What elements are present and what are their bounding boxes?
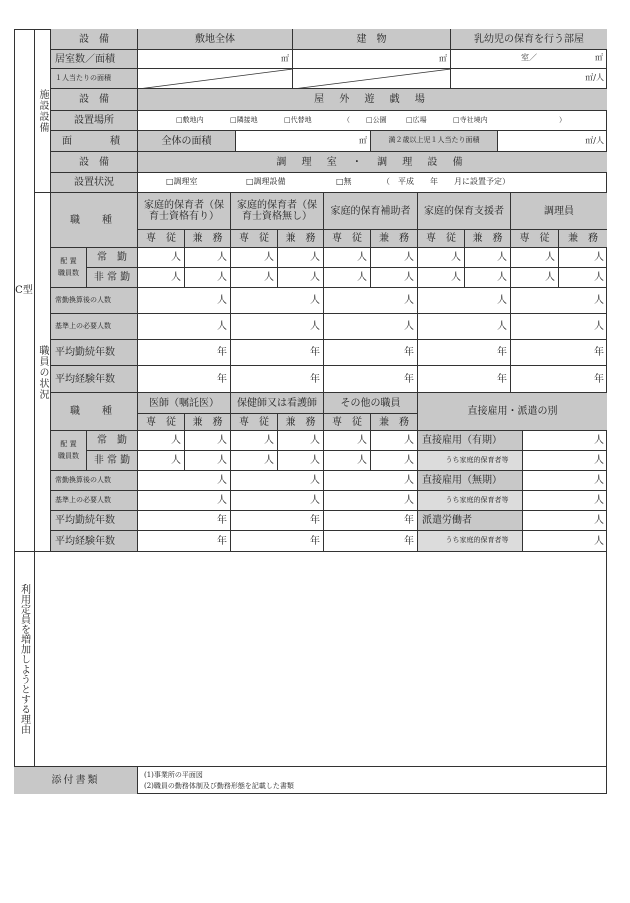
site-per-capita-na (138, 69, 293, 89)
person-count-input[interactable] (278, 431, 324, 451)
total-area-label: 全体の面積 (138, 131, 236, 152)
unit-label: 人 (217, 475, 227, 486)
unit-label: 人 (217, 295, 227, 306)
unit-label: 人 (404, 272, 414, 283)
col-childcare-unqualified: 家庭的保育者（保育士資格無し） (231, 193, 324, 230)
unit-label: 人 (404, 295, 414, 306)
person-count-input[interactable] (185, 451, 231, 471)
unit-label: 人 (451, 272, 461, 283)
col-childcare-assistant: 家庭的保育補助者 (324, 193, 418, 230)
col-childcare-support: 家庭的保育支援者 (418, 193, 511, 230)
unit-label: 人 (357, 252, 367, 263)
person-count-input[interactable] (185, 431, 231, 451)
unit-m2: ㎡ (439, 53, 447, 63)
person-count-input[interactable] (465, 248, 511, 268)
person-count-input[interactable] (185, 248, 231, 268)
per-capita-label: １人当たりの面積 (51, 69, 138, 89)
sub-kenmu: 兼 務 (185, 414, 231, 431)
person-count-input[interactable] (278, 268, 324, 288)
unit-label: 人 (497, 321, 507, 332)
unit-label: 年 (217, 373, 227, 385)
unit-label: 人 (310, 435, 320, 446)
summary-input[interactable] (138, 491, 231, 511)
summary-input[interactable] (231, 366, 324, 393)
person-count-input[interactable] (324, 268, 371, 288)
unit-m2: ㎡ (281, 53, 289, 63)
summary-input[interactable] (324, 314, 418, 340)
unit-label: 年 (497, 373, 507, 385)
unit-label: 年 (217, 515, 227, 526)
summary-input[interactable] (511, 314, 607, 340)
sub-senju: 専 従 (138, 414, 185, 431)
kitchen-setsubi-label: 設 備 (51, 152, 138, 173)
summary-row-label: 平均勤続年数 (51, 511, 138, 531)
sub-senju: 専 従 (324, 414, 371, 431)
unit-label: 人 (545, 252, 555, 263)
total-area-input[interactable] (236, 131, 371, 152)
summary-input[interactable] (138, 511, 231, 531)
unit-label: 人 (217, 272, 227, 283)
unit-label: 人 (545, 272, 555, 283)
unit-label: 人 (310, 455, 320, 466)
room-per-capita-input[interactable] (451, 69, 607, 89)
reason-label (14, 552, 35, 767)
planned-date[interactable]: （ 平成 年 月に設置予定） (382, 177, 510, 186)
summary-input[interactable] (511, 288, 607, 314)
sub-kenmu: 兼 務 (465, 230, 511, 248)
form-type-label: C型 (14, 29, 35, 552)
employment-count-input[interactable] (523, 491, 607, 511)
summary-input[interactable] (231, 314, 324, 340)
summary-input[interactable] (418, 340, 511, 366)
summary-row-label: 平均経験年数 (51, 366, 138, 393)
unit-label: 人 (497, 252, 507, 263)
attachments-label: 添付書類 (14, 767, 138, 794)
person-count-input[interactable] (418, 268, 465, 288)
employment-count-input[interactable] (523, 531, 607, 552)
unit-label: 人 (404, 435, 414, 446)
summary-input[interactable] (511, 366, 607, 393)
unit-label: 年 (217, 347, 227, 358)
summary-input[interactable] (511, 340, 607, 366)
person-count-input[interactable] (324, 248, 371, 268)
employment-count-input[interactable] (523, 451, 607, 471)
unit-label: 人 (594, 295, 604, 306)
unit-room: 室／ (521, 53, 537, 62)
person-count-input[interactable] (559, 248, 607, 268)
paren-close: ） (559, 116, 566, 124)
person-count-input[interactable] (465, 268, 511, 288)
person-count-input[interactable] (324, 451, 371, 471)
unit-label: 人 (264, 455, 274, 466)
summary-input[interactable] (231, 511, 324, 531)
location-label: 設置場所 (51, 111, 138, 131)
option-shrine[interactable]: □寺社境内 (453, 116, 488, 124)
option-kitchen-room[interactable]: □調理室 (166, 177, 198, 186)
paren-open: （ (343, 116, 350, 124)
unit-label: 年 (497, 347, 507, 358)
person-count-input[interactable] (371, 451, 418, 471)
fulltime-label-1: 常 勤 (87, 248, 138, 268)
col-childcare-qualified: 家庭的保育者（保育士資格有り） (138, 193, 231, 230)
unit-label: 年 (404, 515, 414, 526)
unit-label: 人 (451, 252, 461, 263)
unit-label: 人 (217, 252, 227, 263)
job-type-header-1: 職 種 (51, 193, 138, 248)
unit-label: 年 (404, 535, 414, 547)
summary-row-label: 基準上の必要人数 (51, 491, 138, 511)
sub-kenmu: 兼 務 (371, 414, 418, 431)
unit-label: 年 (594, 373, 604, 385)
staff-count-text: 配 置 職員数 (58, 440, 79, 460)
unit-label: 人 (594, 272, 604, 283)
per-child-area-input[interactable] (498, 131, 607, 152)
unit-label: 年 (310, 373, 320, 385)
col-doctor: 医師（嘱託医） (138, 393, 231, 414)
unit-label: 人 (594, 475, 604, 486)
summary-input[interactable] (324, 491, 418, 511)
col-cook: 調理員 (511, 193, 607, 230)
summary-input[interactable] (138, 314, 231, 340)
person-count-input[interactable] (138, 268, 185, 288)
summary-input[interactable] (138, 340, 231, 366)
unit-label: 人 (357, 435, 367, 446)
person-count-input[interactable] (559, 268, 607, 288)
summary-input[interactable] (231, 340, 324, 366)
sub-senju: 専 従 (511, 230, 559, 248)
unit-label: 人 (264, 272, 274, 283)
building-per-capita-na (293, 69, 451, 89)
option-alternative[interactable]: □代替地 (284, 116, 312, 124)
unit-label: 人 (404, 495, 414, 506)
unit-label: 人 (594, 535, 604, 547)
employment-count-input[interactable] (523, 431, 607, 451)
unit-label: 年 (404, 373, 414, 385)
unit-m2: ㎡ (359, 135, 367, 145)
summary-input[interactable] (138, 531, 231, 552)
unit-m2-per-person: ㎡/人 (585, 135, 604, 145)
unit-label: 人 (171, 435, 181, 446)
unit-label: 人 (310, 272, 320, 283)
unit-label: 人 (594, 495, 604, 506)
employment-count-input[interactable] (523, 471, 607, 491)
col-nurse: 保健師又は看護師 (231, 393, 324, 414)
parttime-label-2: 非 常 勤 (87, 451, 138, 471)
summary-input[interactable] (324, 340, 418, 366)
summary-input[interactable] (138, 288, 231, 314)
unit-label: 人 (497, 295, 507, 306)
unit-label: 人 (497, 272, 507, 283)
person-count-input[interactable] (231, 248, 278, 268)
person-count-input[interactable] (371, 431, 418, 451)
person-count-input[interactable] (511, 268, 559, 288)
unit-label: 人 (217, 435, 227, 446)
person-count-input[interactable] (511, 248, 559, 268)
kitchen-status-label: 設置状況 (51, 173, 138, 193)
attachment-item: (2)職員の勤務体制及び勤務形態を記載した書類 (144, 781, 294, 790)
unit-label: 人 (404, 252, 414, 263)
summary-input[interactable] (324, 366, 418, 393)
rooms-area-label: 居室数／面積 (51, 50, 138, 69)
sub-senju: 専 従 (231, 230, 278, 248)
site-area-input[interactable] (138, 50, 293, 69)
unit-label: 人 (217, 495, 227, 506)
col-other-staff: その他の職員 (324, 393, 418, 414)
staff-section-label (35, 193, 51, 552)
area-label: 面 積 (51, 131, 138, 152)
unit-label: 人 (404, 455, 414, 466)
sub-senju: 専 従 (324, 230, 371, 248)
attachment-item: (1)事業所の平面図 (144, 771, 203, 779)
summary-input[interactable] (324, 471, 418, 491)
person-count-input[interactable] (231, 451, 278, 471)
option-park[interactable]: □公園 (366, 116, 387, 124)
unit-label: 人 (357, 272, 367, 283)
staff-count-label-2 (51, 431, 87, 471)
unit-label: 人 (404, 321, 414, 332)
summary-input[interactable] (138, 366, 231, 393)
unit-label: 年 (310, 347, 320, 358)
unit-label: 年 (310, 515, 320, 526)
person-count-input[interactable] (418, 248, 465, 268)
summary-input[interactable] (418, 314, 511, 340)
person-count-input[interactable] (371, 248, 418, 268)
employment-count-input[interactable] (523, 511, 607, 531)
person-count-input[interactable] (278, 451, 324, 471)
fulltime-label-2: 常 勤 (87, 431, 138, 451)
sub-senju: 専 従 (138, 230, 185, 248)
job-type-header-2: 職 種 (51, 393, 138, 431)
employment-label: 派遣労働者 (418, 511, 523, 531)
unit-m2: ㎡ (595, 53, 603, 62)
sub-kenmu: 兼 務 (371, 230, 418, 248)
staff-count-label-1 (51, 248, 87, 288)
unit-label: 人 (217, 455, 227, 466)
unit-label: 人 (310, 495, 320, 506)
unit-label: 年 (217, 535, 227, 547)
unit-label: 人 (310, 252, 320, 263)
person-count-input[interactable] (371, 268, 418, 288)
location-options (138, 111, 607, 131)
unit-label: 人 (594, 435, 604, 446)
unit-label: 人 (264, 435, 274, 446)
sub-kenmu: 兼 務 (559, 230, 607, 248)
person-count-input[interactable] (185, 268, 231, 288)
unit-label: 人 (310, 321, 320, 332)
unit-label: 人 (357, 455, 367, 466)
employment-title: 直接雇用・派遣の別 (418, 393, 607, 431)
unit-label: 人 (264, 252, 274, 263)
site-header: 敷地全体 (138, 29, 293, 50)
outdoor-playground-title: 屋 外 遊 戯 場 (138, 89, 607, 111)
unit-label: 人 (171, 272, 181, 283)
outdoor-setsubi-label: 設 備 (51, 89, 138, 111)
staff-section-text: 職員の状況 (37, 344, 48, 400)
summary-input[interactable] (231, 471, 324, 491)
summary-input[interactable] (324, 511, 418, 531)
sub-kenmu: 兼 務 (278, 230, 324, 248)
unit-label: 人 (594, 321, 604, 332)
unit-label: 人 (594, 455, 604, 466)
person-count-input[interactable] (278, 248, 324, 268)
summary-input[interactable] (324, 288, 418, 314)
unit-label: 年 (310, 535, 320, 547)
parttime-label-1: 非 常 勤 (87, 268, 138, 288)
summary-input[interactable] (418, 366, 511, 393)
summary-row-label: 平均経験年数 (51, 531, 138, 552)
sub-senju: 専 従 (418, 230, 465, 248)
employment-label: 直接雇用（有期） (418, 431, 523, 451)
per-child-area-label: 満２歳以上児１人当たり面積 (371, 131, 498, 152)
kitchen-title: 調 理 室 ・ 調 理 設 備 (138, 152, 607, 173)
summary-row-label: 基準上の必要人数 (51, 314, 138, 340)
building-area-input[interactable] (293, 50, 451, 69)
room-count-area-input[interactable] (451, 50, 607, 69)
unit-label: 年 (404, 347, 414, 358)
room-header: 乳幼児の保育を行う部屋 (451, 29, 607, 50)
summary-row-label: 平均勤続年数 (51, 340, 138, 366)
unit-m2-per-person: ㎡/人 (585, 73, 604, 83)
unit-label: 人 (171, 455, 181, 466)
employment-sub-label: うち家庭的保育者等 (418, 451, 523, 471)
option-on-site[interactable]: □敷地内 (176, 116, 204, 124)
person-count-input[interactable] (138, 451, 185, 471)
sub-kenmu: 兼 務 (185, 230, 231, 248)
employment-label: 直接雇用（無期） (418, 471, 523, 491)
sub-senju: 専 従 (231, 414, 278, 431)
person-count-input[interactable] (138, 431, 185, 451)
attachments-list (138, 767, 607, 794)
sub-kenmu: 兼 務 (278, 414, 324, 431)
unit-label: 人 (594, 515, 604, 526)
unit-label: 人 (171, 252, 181, 263)
person-count-input[interactable] (138, 248, 185, 268)
staff-count-text: 配 置 職員数 (58, 257, 79, 277)
unit-label: 人 (217, 321, 227, 332)
facility-setsubi-header: 設 備 (51, 29, 138, 50)
summary-row-label: 常勤換算後の人数 (51, 471, 138, 491)
summary-input[interactable] (231, 288, 324, 314)
summary-input[interactable] (231, 531, 324, 552)
summary-input[interactable] (324, 531, 418, 552)
person-count-input[interactable] (231, 268, 278, 288)
employment-sub-label: うち家庭的保育者等 (418, 531, 523, 552)
unit-label: 年 (594, 347, 604, 358)
unit-label: 人 (594, 252, 604, 263)
building-header: 建 物 (293, 29, 451, 50)
facility-section-label (35, 29, 51, 193)
reason-text: 利用定員を増加しようとする理由 (18, 584, 30, 734)
summary-input[interactable] (418, 288, 511, 314)
option-adjacent[interactable]: □隣接地 (230, 116, 258, 124)
unit-label: 人 (310, 295, 320, 306)
facility-section-text: 施設設備 (37, 88, 48, 133)
kitchen-status-options (138, 173, 607, 193)
employment-sub-label: うち家庭的保育者等 (418, 491, 523, 511)
summary-input[interactable] (231, 491, 324, 511)
summary-input[interactable] (138, 471, 231, 491)
option-none[interactable]: □無 (336, 177, 352, 186)
option-square[interactable]: □広場 (406, 116, 427, 124)
summary-row-label: 常勤換算後の人数 (51, 288, 138, 314)
unit-label: 人 (310, 475, 320, 486)
option-kitchen-equipment[interactable]: □調理設備 (246, 177, 286, 186)
reason-input[interactable] (35, 552, 607, 767)
unit-label: 人 (404, 475, 414, 486)
person-count-input[interactable] (324, 431, 371, 451)
person-count-input[interactable] (231, 431, 278, 451)
